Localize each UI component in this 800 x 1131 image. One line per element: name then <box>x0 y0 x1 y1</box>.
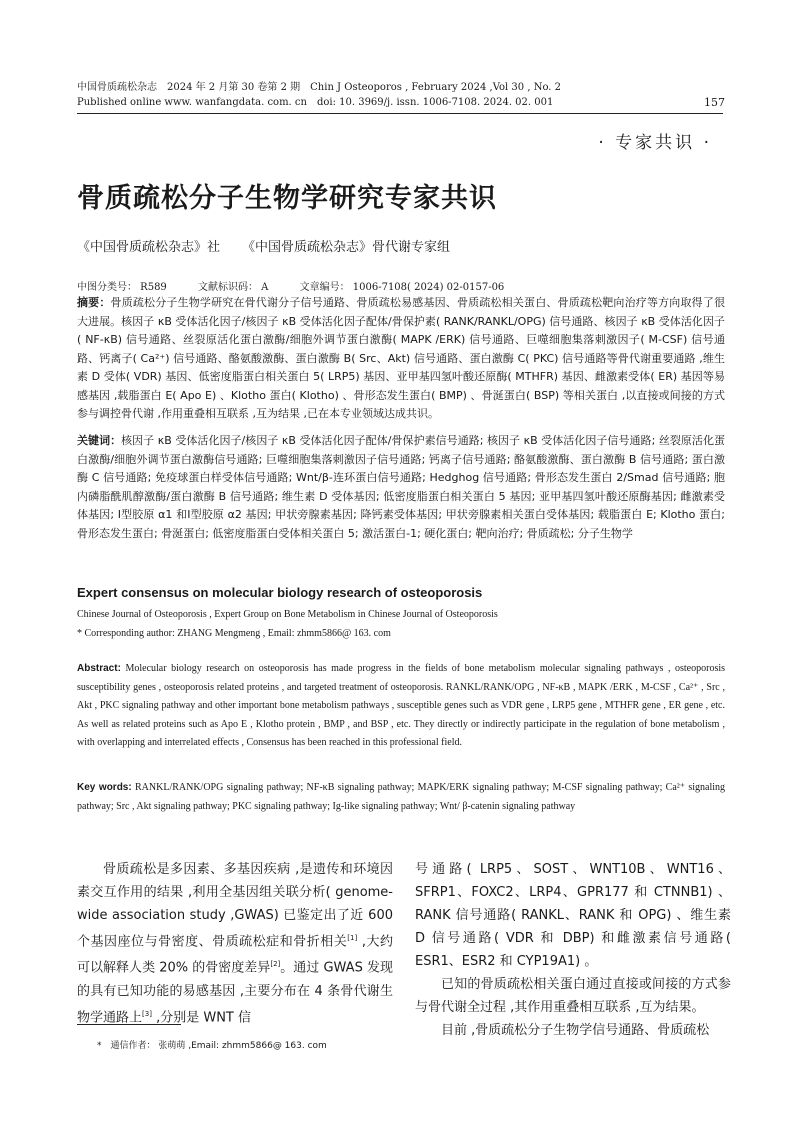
abstract-cn-label: 摘要： <box>77 296 111 309</box>
running-head-journal: 中国骨质疏松杂志 2024 年 2 月第 30 卷第 2 期 Chin J Osteoporos , February 2024 ,Vol 30 , No. 2 <box>77 82 562 93</box>
page-number: 157 <box>704 96 725 109</box>
article-number: 文章编号： 1006-7108( 2024) 02-0157-06 <box>299 282 505 293</box>
footnote: * 通信作者： 张萌萌 ,Email: zhmm5866@ 163. com <box>97 1041 327 1051</box>
english-title: Expert consensus on molecular biology research of osteoporosis <box>77 585 483 600</box>
body-paragraph-3: 目前 ,骨质疏松分子生物学信号通路、骨质疏松 <box>441 1023 710 1038</box>
keywords-en <box>77 779 725 816</box>
keywords-cn-text: 核因子 κB 受体活化因子/核因子 κB 受体活化因子配体/骨保护素信号通路; 核因子 κB 受体活化因子信号通路; 丝裂原活化蛋白激酶/细胞外调节蛋白激酶信号通路; 巨噬细胞集落刺激因子信号通路; 钙离子信号通路; 酪氨酸激酶、蛋白激酶 B 信号通路; 蛋白激酶 C 信号通路; 免疫球蛋白样受体信号通路; Wnt/β-连环蛋白信号通路; Hedghog 信号通路; 骨形态发生蛋白 2/Smad 信号通路; 胞内磷脂酰肌醇激酶/蛋白激酶 B 信号通路; 维生素 D 受体基因; 低密度脂蛋白相关蛋白 5 基因; 亚甲基四氢叶酸还原酶基因; 雌激素受体基因; Ⅰ型胶原 α1 和Ⅰ型胶原 α2 基因; 甲状旁腺素基因; 降钙素受体基因; 甲状旁腺素相关蛋白受体基因; 载脂蛋白 E; Klotho 蛋白; 骨形态发生蛋白; 骨涎蛋白; 低密度脂蛋白受体相关蛋白 5; 激活蛋白-1; 硬化蛋白; 靶向治疗; 骨质疏松; 分子生物学 <box>77 434 725 540</box>
english-affiliation: Chinese Journal of Osteoporosis , Expert Group on Bone Metabolism in Chinese Journal of Osteoporosis <box>77 609 498 620</box>
article-title: 骨质疏松分子生物学研究专家共识 <box>77 183 497 214</box>
citation-ref-1[interactable]: [1] <box>347 934 358 942</box>
keywords-cn-label: 关键词： <box>77 434 122 447</box>
body-text: ,分别是 WNT 信 <box>151 1009 251 1025</box>
header-rule <box>77 113 723 114</box>
authors <box>77 236 450 255</box>
abstract-en-text: Molecular biology research on osteoporosis has made progress in the fields of bone metabolism molecular signaling pathways , osteoporosis susceptibility genes , osteoporosis related proteins , and targeted treatment of osteoporosis. RANKL/RANK/OPG , NF-κB , MAPK /ERK , M-CSF , Ca²⁺ , Src , Akt , PKC signaling pathway and other important bone metabolism pathways , susceptible genes such as VDR gene , LRP5 gene , MTHFR gene , ER gene , etc. As well as related proteins such as Apo E , Klotho protein , BMP , and BSP , etc. They directly or indirectly participate in the regulation of bone metabolism , with overlapping and interrelated effects , Consensus has been reached in this professional field. <box>77 663 726 748</box>
keywords-cn <box>77 432 725 543</box>
keywords-en-label: Key words: <box>77 782 132 793</box>
abstract-cn <box>77 294 725 424</box>
body-text: 骨质疏松是多因素、多基因疾病 ,是遗传和环境因素交互作用的结果 ,利用全基因组关联分析( genome-wide association study ,GWAS) 已鉴定出了近 600 个基因座位与骨密度、骨质疏松症和骨折相关 <box>77 862 393 950</box>
corresponding-author-en: * Corresponding author: ZHANG Mengmeng , Email: zhmm5866@ 163. com <box>77 628 391 639</box>
footnote-rule <box>77 1024 181 1025</box>
section-tag: · 专家共识 · <box>598 133 712 153</box>
body-column-left <box>77 858 393 1029</box>
abstract-en-label: Abstract: <box>77 663 121 674</box>
citation-ref-2[interactable]: [2] <box>270 960 281 969</box>
running-head-doi: Published online www. wanfangdata. com. cn doi: 10. 3969/j. issn. 1006-7108. 2024. 02. 001 <box>77 97 554 108</box>
abstract-en <box>77 660 725 753</box>
body-column-right <box>415 858 731 1042</box>
document-code: 文献标识码： A <box>197 282 269 293</box>
body-text: ,大约可以解释人类 20% 的骨密度差异 <box>77 934 393 976</box>
author-2: 《中国骨质疏松杂志》骨代谢专家组 <box>242 240 451 255</box>
clc-number: 中图分类号： R589 <box>77 282 167 293</box>
author-1: 《中国骨质疏松杂志》社 <box>77 240 221 255</box>
article-meta <box>77 278 532 293</box>
abstract-cn-text: 骨质疏松分子生物学研究在骨代谢分子信号通路、骨质疏松易感基因、骨质疏松相关蛋白、骨质疏松靶向治疗等方向取得了很大进展。核因子 κB 受体活化因子/核因子 κB 受体活化因子配体/骨保护素( RANK/RANKL/OPG) 信号通路、核因子 κB 受体活化因子( NF-κB) 信号通路、丝裂原活化蛋白激酶/细胞外调节蛋白激酶( MAPK /ERK) 信号通路、巨噬细胞集落刺激因子( M-CSF) 信号通路、钙离子( Ca²⁺) 信号通路、酪氨酸激酶、蛋白激酶 B( Src、Akt) 信号通路、蛋白激酶 C( PKC) 信号通路等骨代谢重要通路 ,维生素 D 受体( VDR) 基因、低密度脂蛋白相关蛋白 5( LRP5) 基因、亚甲基四氢叶酸还原酶( MTHFR) 基因、雌激素受体( ER) 基因等易感基因 ,载脂蛋白 E( Apo E) 、Klotho 蛋白( Klotho) 、骨形态发生蛋白( BMP) 、骨涎蛋白( BSP) 等相关蛋白 ,以直接或间接的方式参与调控骨代谢 ,作用重叠相互联系 ,互为结果 ,已在本专业领域达成共识。 <box>77 296 726 420</box>
body-paragraph-2: 已知的骨质疏松相关蛋白通过直接或间接的方式参与骨代谢全过程 ,其作用重叠相互联系 ,互为结果。 <box>415 977 731 1015</box>
body-paragraph-1 <box>77 858 393 1029</box>
running-head <box>77 80 725 110</box>
body-text: 。通过 GWAS 发现的具有已知功能的易感基因 ,主要分布在 4 条骨代谢生物学通路上 <box>77 960 393 1025</box>
citation-ref-3[interactable]: [3] <box>142 1009 152 1018</box>
keywords-en-text: RANKL/RANK/OPG signaling pathway; NF-κB signaling pathway; MAPK/ERK signaling pathway; M-CSF signaling pathway; Ca²⁺ signaling pathway; Src , Akt signaling pathway; PKC signaling pathway; Ig-like signaling pathway; Wnt/ β-catenin signaling pathway <box>77 782 726 812</box>
body-paragraph-1-continued: 号通路( LRP5、SOST、WNT10B、WNT16、SFRP1、FOXC2、LRP4、GPR177 和 CTNNB1) 、RANK 信号通路( RANKL、RANK 和 OPG) 、维生素 D 信号通路( VDR 和 DBP) 和雌激素信号通路( ESR1、ESR2 和 CYP19A1) 。 <box>415 862 731 969</box>
